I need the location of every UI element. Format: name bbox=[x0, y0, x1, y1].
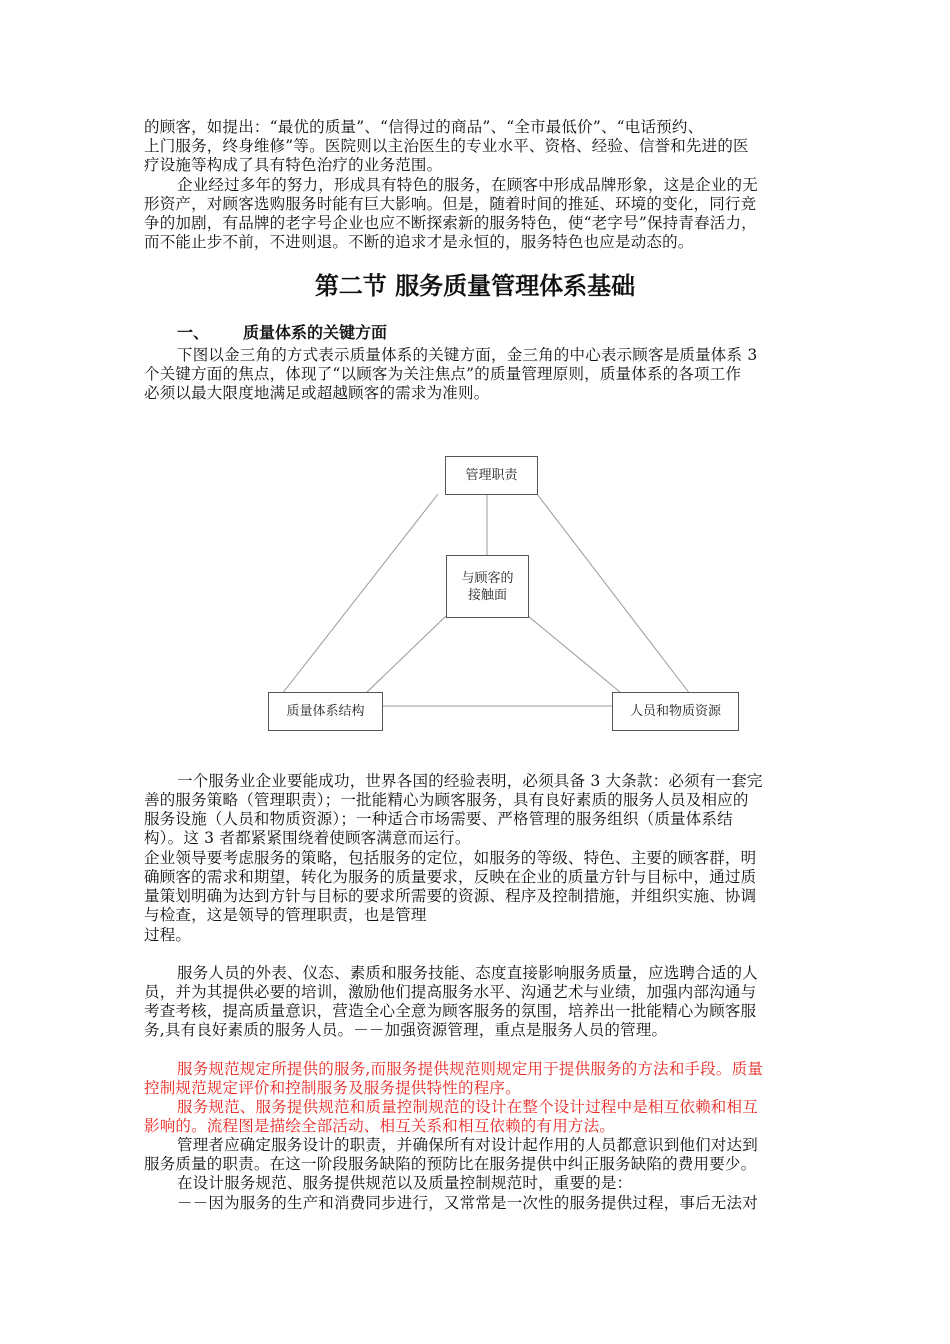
subsection-number: 一、 bbox=[177, 323, 210, 342]
text-line: 量策划明确为达到方针与目标的要求所需要的资源、程序及控制措施，并组织实施、协调 bbox=[144, 887, 757, 905]
text-line: 企业领导要考虑服务的策略，包括服务的定位，如服务的等级、特色、主要的顾客群，明 bbox=[144, 849, 757, 867]
text-line: 必须以最大限度地满足或超越顾客的需求为准则。 bbox=[144, 384, 490, 402]
node-management-responsibility bbox=[445, 456, 538, 495]
text-line: 务,具有良好素质的服务人员。－－加强资源管理，重点是服务人员的管理。 bbox=[144, 1021, 668, 1039]
node-label: 质量体系结构 bbox=[286, 704, 365, 719]
text-line: 员，并为其提供必要的培训，激励他们提高服务水平、沟通艺术与业绩，加强内部沟通与 bbox=[144, 983, 757, 1001]
node-personnel-material-resources bbox=[612, 692, 739, 731]
red-text-line: 服务规范规定所提供的服务,而服务提供规范则规定用于提供服务的方法和手段。质量 bbox=[177, 1060, 764, 1078]
text-line: 善的服务策略（管理职责）；一批能精心为顾客服务，具有良好素质的服务人员及相应的 bbox=[144, 791, 749, 809]
node-customer-interface bbox=[446, 555, 529, 618]
node-label: 与顾客的 bbox=[461, 570, 514, 586]
subsection-title: 质量体系的关键方面 bbox=[243, 323, 388, 342]
text-line: 一个服务业企业要能成功，世界各国的经验表明，必须具备 3 大条款：必须有一套完 bbox=[177, 772, 763, 790]
node-label: 接触面 bbox=[467, 587, 507, 603]
text-line: 而不能止步不前，不进则退。不断的追求才是永恒的，服务特色也应是动态的。 bbox=[144, 233, 694, 251]
text-line: 上门服务，终身维修”等。医院则以主治医生的专业水平、资格、经验、信誉和先进的医 bbox=[144, 137, 749, 155]
section-title: 第二节 服务质量管理体系基础 bbox=[314, 272, 636, 300]
edge-top-left bbox=[282, 494, 438, 694]
text-line: 的顾客，如提出：“最优的质量”、“信得过的商品”、“全市最低价”、“电话预约、 bbox=[144, 118, 704, 136]
edge-center-right bbox=[528, 616, 620, 692]
text-line: 个关键方面的焦点，体现了“以顾客为关注焦点”的质量管理原则，质量体系的各项工作 bbox=[144, 365, 742, 383]
text-line: 考查考核，提高质量意识，营造全心全意为顾客服务的氛围，培养出一批能精心为顾客服 bbox=[144, 1002, 757, 1020]
red-text-line: 控制规范规定评价和控制服务及服务提供特性的程序。 bbox=[144, 1079, 521, 1097]
text-line: 在设计服务规范、服务提供规范以及质量控制规范时，重要的是： bbox=[177, 1174, 633, 1192]
text-line: 争的加剧，有品牌的老字号企业也应不断探索新的服务特色，使“老字号”保持青春活力， bbox=[144, 214, 757, 232]
red-text-line: 服务规范、服务提供规范和质量控制规范的设计在整个设计过程中是相互依赖和相互 bbox=[177, 1098, 758, 1116]
text-line: 过程。 bbox=[144, 926, 192, 944]
edge-top-right bbox=[537, 494, 690, 694]
text-line: 管理者应确定服务设计的职责，并确保所有对设计起作用的人员都意识到他们对达到 bbox=[177, 1136, 758, 1154]
edge-center-left bbox=[365, 616, 446, 694]
text-line: 下图以金三角的方式表示质量体系的关键方面，金三角的中心表示顾客是质量体系 3 bbox=[177, 346, 758, 364]
text-line: 构）。这 3 者都紧紧围绕着使顾客满意而运行。 bbox=[144, 829, 471, 847]
text-line: 疗设施等构成了具有特色治疗的业务范围。 bbox=[144, 156, 443, 174]
text-line: 形资产，对顾客选购服务时能有巨大影响。但是，随着时间的推延、环境的变化，同行竞 bbox=[144, 195, 757, 213]
node-quality-system-structure bbox=[268, 692, 383, 731]
text-line: 企业经过多年的努力，形成具有特色的服务，在顾客中形成品牌形象，这是企业的无 bbox=[177, 176, 758, 194]
text-line: －－因为服务的生产和消费同步进行，又常常是一次性的服务提供过程，事后无法对 bbox=[177, 1194, 758, 1212]
text-line: 服务设施（人员和物质资源）；一种适合市场需要、严格管理的服务组织（质量体系结 bbox=[144, 810, 733, 828]
text-line: 服务人员的外表、仪态、素质和服务技能、态度直接影响服务质量，应选聘合适的人 bbox=[177, 964, 758, 982]
node-label: 管理职责 bbox=[465, 468, 518, 483]
text-line: 确顾客的需求和期望，转化为服务的质量要求，反映在企业的质量方针与目标中，通过质 bbox=[144, 868, 757, 886]
text-line: 与检查，这是领导的管理职责，也是管理 bbox=[144, 906, 427, 924]
red-text-line: 影响的。流程图是描绘全部活动、相互关系和相互依赖的有用方法。 bbox=[144, 1117, 616, 1135]
text-line: 服务质量的职责。在这一阶段服务缺陷的预防比在服务提供中纠正服务缺陷的费用要少。 bbox=[144, 1155, 757, 1173]
node-label: 人员和物质资源 bbox=[629, 704, 721, 719]
